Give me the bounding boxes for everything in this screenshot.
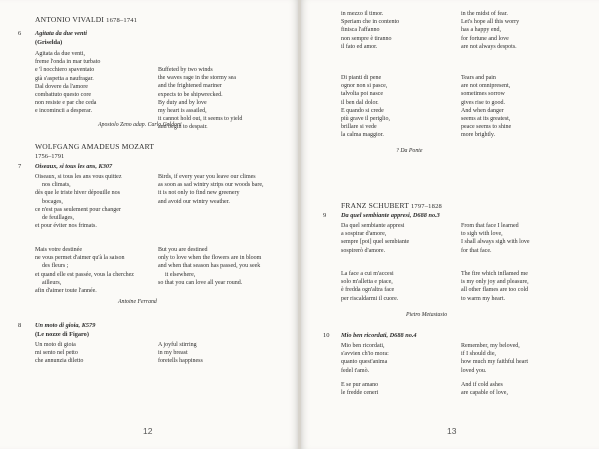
right-page bbox=[301, 0, 599, 449]
lyric-line: I shall always sigh with love bbox=[461, 239, 530, 246]
composer-mozart: WOLFGANG AMADEUS MOZART bbox=[35, 142, 155, 151]
lyric-line: expects to be shipwrecked. bbox=[158, 91, 223, 98]
lyric-line: to warm my heart. bbox=[461, 295, 505, 302]
composer-name bbox=[35, 15, 137, 24]
librettist-credit: Apostolo Zeno adap. Carlo Goldoni bbox=[98, 122, 182, 128]
composer-dates: 1797–1828 bbox=[410, 203, 442, 210]
song-title: Oiseaux, si tous les ans, K307 bbox=[35, 163, 113, 170]
opera-title: (Griselda) bbox=[35, 39, 63, 46]
lyric-line: as soon as sad wintry strips our woods bare, bbox=[158, 182, 264, 189]
lyric-line: Da quel sembiante appresi bbox=[341, 223, 405, 229]
lyric-line: ailleurs, bbox=[42, 279, 62, 286]
lyrics-original bbox=[341, 270, 398, 303]
lyrics-original bbox=[35, 173, 122, 230]
lyric-line: how much my faithful heart bbox=[461, 359, 528, 366]
lyric-line: But you are destined bbox=[158, 247, 208, 253]
lyric-line: so that you can love all year round. bbox=[158, 279, 243, 286]
lyric-line: E quando si crede bbox=[341, 107, 384, 114]
lyric-line: And when danger bbox=[461, 107, 504, 114]
lyric-line: my heart is assailed, bbox=[158, 108, 207, 115]
lyric-line: and the frightened mariner bbox=[158, 83, 222, 90]
opera-title: (Le nozze di Figaro) bbox=[35, 331, 89, 338]
lyric-line: brillare si vede bbox=[341, 124, 377, 131]
left-page bbox=[0, 0, 298, 449]
lyric-line: sospirerò d'amore. bbox=[341, 247, 386, 254]
lyric-line: le fredde ceneri bbox=[341, 390, 379, 397]
lyric-line: è fredda ogn'altra face bbox=[341, 287, 395, 294]
lyric-line: loved you. bbox=[461, 367, 487, 374]
lyric-line: per riscaldarmi il cuore. bbox=[341, 295, 399, 302]
lyrics-original bbox=[35, 341, 83, 366]
lyrics-original bbox=[341, 10, 399, 51]
lyric-line: And if cold ashes bbox=[461, 382, 503, 388]
composer-vivaldi: ANTONIO VIVALDI bbox=[35, 15, 105, 24]
lyrics-original bbox=[341, 74, 390, 140]
lyric-line: more brightly. bbox=[461, 132, 495, 139]
librettist-credit: Antoine Ferrand bbox=[118, 299, 157, 305]
lyric-line: afin d'aimer toute l'année. bbox=[35, 288, 97, 295]
track-number: 9 bbox=[323, 212, 327, 219]
lyric-line: Mais votre destinée bbox=[35, 247, 82, 253]
librettist-credit: Pietro Metastasio bbox=[406, 312, 448, 318]
lyrics-translation bbox=[461, 10, 519, 51]
lyric-line: talvolta poi nasce bbox=[341, 91, 383, 98]
track-number: 10 bbox=[323, 332, 330, 339]
lyric-line: de feuillages, bbox=[42, 215, 74, 222]
lyric-line: Remember, my beloved, bbox=[461, 343, 520, 349]
song-title: Da quel sembiante appresi, D688 no.3 bbox=[341, 212, 440, 219]
lyric-line: peace seems to shine bbox=[461, 124, 512, 131]
lyric-line: The fire which inflamed me bbox=[461, 271, 528, 277]
lyric-line: ognor non si pasce, bbox=[341, 83, 388, 90]
lyric-line: are not omnipresent, bbox=[461, 83, 511, 90]
lyric-line: Dal dovere da l'amore bbox=[35, 83, 88, 90]
lyric-line: il fato ed amor. bbox=[341, 43, 378, 50]
lyric-line: non resiste e par che ceda bbox=[35, 100, 97, 107]
lyric-line: La face a cui m'accesi bbox=[341, 271, 394, 277]
lyrics-translation bbox=[158, 341, 203, 366]
lyric-line: foretells happiness bbox=[158, 358, 203, 365]
lyric-line: are not always despots. bbox=[461, 43, 517, 50]
lyric-line: freme l'onda in mar turbato bbox=[35, 59, 101, 66]
lyric-line: Let's hope all this worry bbox=[461, 19, 520, 26]
lyric-line: ce n'est pas seulement pour changer bbox=[35, 206, 121, 213]
track-number: 7 bbox=[18, 163, 22, 170]
song-title: Mio ben ricordati, D688 no.4 bbox=[341, 332, 417, 339]
lyric-line: it is not only to find new greenery bbox=[158, 190, 240, 197]
lyric-line: che annunzia diletto bbox=[35, 358, 84, 365]
page-number: 12 bbox=[143, 426, 153, 436]
lyrics-translation bbox=[461, 222, 530, 255]
lyrics-translation bbox=[158, 246, 261, 287]
lyric-line: E se pur amano bbox=[341, 382, 379, 388]
lyric-line: Oiseaux, si tous les ans vous quittez bbox=[35, 174, 122, 180]
lyric-line: Birds, if every year you leave our climes bbox=[158, 174, 256, 180]
lyric-line: seems at its greatest, bbox=[461, 116, 511, 123]
lyric-line: From that face I learned bbox=[461, 223, 519, 229]
lyric-line: Tears and pain bbox=[461, 75, 496, 81]
page-number: 13 bbox=[447, 426, 457, 436]
lyric-line: and avoid our wintry weather. bbox=[158, 198, 230, 205]
lyric-line: all other flames are too cold bbox=[461, 287, 529, 294]
lyrics-original bbox=[341, 381, 378, 397]
song-title: Un moto di gioia, K579 bbox=[35, 322, 96, 329]
lyric-line: et pour éviter nos frimats. bbox=[35, 223, 97, 230]
lyrics-original bbox=[341, 342, 389, 375]
lyric-line: Speriam che in contento bbox=[341, 19, 400, 26]
lyric-line: for fortune and love bbox=[461, 35, 509, 42]
lyric-line: combattuto questo core bbox=[35, 92, 91, 99]
lyric-line: la calma maggior. bbox=[341, 132, 384, 139]
composer-dates: 1678–1741 bbox=[106, 17, 138, 24]
lyric-line: for that face. bbox=[461, 247, 492, 254]
lyric-line: dès que le triste hiver dépouille nos bbox=[35, 190, 120, 197]
lyrics-translation bbox=[461, 74, 511, 140]
lyric-line: are capable of love, bbox=[461, 390, 508, 397]
lyric-line: in mezzo il timor. bbox=[341, 11, 384, 17]
lyric-line: has a happy end, bbox=[461, 27, 501, 34]
lyric-line: e incomincii a desperar. bbox=[35, 108, 92, 115]
lyrics-translation bbox=[461, 342, 528, 375]
lyric-line: già s'aspetta a naufragar. bbox=[35, 75, 94, 82]
track-number: 8 bbox=[18, 322, 22, 329]
lyric-line: Di pianti di pene bbox=[341, 75, 382, 81]
lyric-line: a sospirar d'amore, bbox=[341, 231, 387, 238]
lyrics-original bbox=[35, 50, 100, 116]
lyric-line: non sempre è tiranno bbox=[341, 35, 392, 42]
lyric-line: By duty and by love bbox=[158, 99, 207, 106]
lyric-line: it cannot hold out, it seems to yield bbox=[158, 116, 243, 123]
lyric-line: finisca l'affanno bbox=[341, 27, 380, 34]
lyric-line: mi sento nel petto bbox=[35, 350, 78, 357]
composer-name bbox=[341, 201, 442, 210]
lyric-line: Un moto di gioia bbox=[35, 342, 76, 348]
lyrics-translation bbox=[158, 173, 264, 206]
lyric-line: Agitata da due venti, bbox=[35, 51, 85, 57]
lyric-line: bocages, bbox=[42, 198, 63, 205]
lyric-line: des fleurs ; bbox=[42, 263, 69, 270]
track-number: 6 bbox=[18, 30, 22, 37]
lyrics-original bbox=[35, 246, 134, 295]
lyric-line: to sigh with love, bbox=[461, 231, 503, 238]
lyric-line: and begin to despair. bbox=[158, 124, 208, 131]
lyric-line: in my breast bbox=[158, 350, 188, 357]
composer-dates: 1756–1791 bbox=[35, 153, 65, 160]
song-title: Agitata da due venti bbox=[35, 30, 87, 37]
composer-schubert: FRANZ SCHUBERT bbox=[341, 201, 409, 210]
lyric-line: solo m'alletta e piace, bbox=[341, 279, 393, 286]
lyric-line: Buffeted by two winds bbox=[158, 67, 213, 73]
lyric-line: sometimes sorrow bbox=[461, 91, 505, 98]
lyric-line: e 'l nocchiero spaventato bbox=[35, 67, 95, 74]
lyric-line: fedel t'amò. bbox=[341, 367, 370, 374]
lyric-line: nos climats, bbox=[42, 182, 71, 189]
lyric-line: più grave il periglio, bbox=[341, 116, 390, 123]
lyrics-translation bbox=[461, 381, 508, 397]
librettist-credit: ? Da Ponte bbox=[396, 148, 423, 154]
lyric-line: only to love when the flowers are in bloom bbox=[158, 255, 262, 262]
lyric-line: if I should die, bbox=[461, 351, 496, 358]
lyric-line: quanto quest'anima bbox=[341, 359, 388, 366]
lyric-line: the waves rage in the stormy sea bbox=[158, 75, 236, 82]
lyric-line: and when that season has passed, you seek bbox=[158, 263, 261, 270]
lyric-line: Mio ben ricordati, bbox=[341, 343, 385, 349]
lyric-line: in the midst of fear. bbox=[461, 11, 508, 17]
lyric-line: et quand elle est passée, vous la cherchez bbox=[35, 271, 134, 278]
lyric-line: it elsewhere, bbox=[165, 271, 196, 278]
lyric-line: ne vous permet d'aimer qu'à la saison bbox=[35, 255, 125, 262]
lyric-line: il ben dal dolor. bbox=[341, 99, 379, 106]
lyric-line: gives rise to good. bbox=[461, 99, 505, 106]
lyric-line: sempre [poi] quel sembiante bbox=[341, 239, 410, 246]
lyric-line: s'avvien ch'io mora: bbox=[341, 351, 389, 358]
lyric-line: is my only joy and pleasure, bbox=[461, 279, 529, 286]
lyric-line: A joyful stirring bbox=[158, 342, 197, 348]
lyrics-original bbox=[341, 222, 409, 255]
lyrics-translation bbox=[461, 270, 529, 303]
